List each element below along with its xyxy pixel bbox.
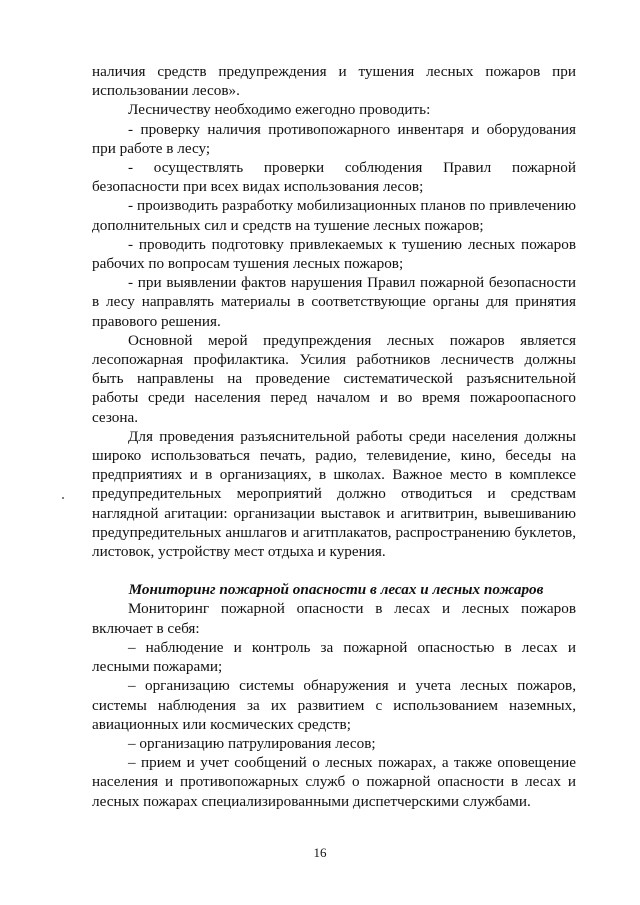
list-item: – организацию системы обнаружения и учета лесных пожаров, системы наблюдения за их развитием с использованием наземных, авиационных или космических средств;: [92, 677, 576, 733]
list-item: - проводить подготовку привлекаемых к тушению лесных пожаров рабочих по вопросам тушения лесных пожаров;: [92, 235, 576, 273]
paragraph: Основной мерой предупреждения лесных пожаров является лесопожарная профилактика. Усилия работников лесничеств должны быть направлены на проведение систематической разъяснительной работы среди населения перед началом и во время пожароопасного сезона.: [92, 331, 576, 426]
section-spacer: [92, 561, 576, 580]
section-heading: Мониторинг пожарной опасности в лесах и лесных пожаров: [128, 581, 544, 599]
list-item: – прием и учет сообщений о лесных пожарах, а также оповещение населения и противопожарных служб о пожарной опасности в лесах и лесных пожарах специализированными диспетчерскими службами.: [92, 754, 576, 810]
list-item: - при выявлении фактов нарушения Правил пожарной безопасности в лесу направлять материалы в соответствующие органы для принятия правового решения.: [92, 274, 576, 330]
list-item: - осуществлять проверки соблюдения Правил пожарной безопасности при всех видах использования лесов;: [92, 159, 576, 196]
scan-speck: [62, 497, 64, 499]
document-page: [92, 62, 576, 811]
list-item: - проверку наличия противопожарного инвентаря и оборудования при работе в лесу;: [92, 120, 576, 157]
paragraph: Для проведения разъяснительной работы среди населения должны широко использоваться печать, радио, телевидение, кино, беседы на предприятиях и в организациях, в школах. Важное место в комплексе предупредительных мероприятий должно отводиться и средствам наглядной агитации: организации выставок и агитвитрин, вывешиванию предупредительных аншлагов и агитплакатов, распространению буклетов, листовок, устройству мест отдыха и курения.: [92, 427, 576, 561]
list-item: - производить разработку мобилизационных планов по привлечению дополнительных сил и средств на тушение лесных пожаров;: [92, 197, 576, 234]
page-number: 16: [313, 845, 327, 860]
list-item: – организацию патрулирования лесов;: [128, 734, 376, 752]
list-item: – наблюдение и контроль за пожарной опасностью в лесах и лесными пожарами;: [92, 638, 576, 676]
paragraph: Мониторинг пожарной опасности в лесах и лесных пожаров включает в себя:: [92, 600, 576, 637]
paragraph: Лесничеству необходимо ежегодно проводить:: [128, 101, 431, 119]
paragraph: наличия средств предупреждения и тушения лесных пожаров при использовании лесов».: [92, 63, 576, 100]
